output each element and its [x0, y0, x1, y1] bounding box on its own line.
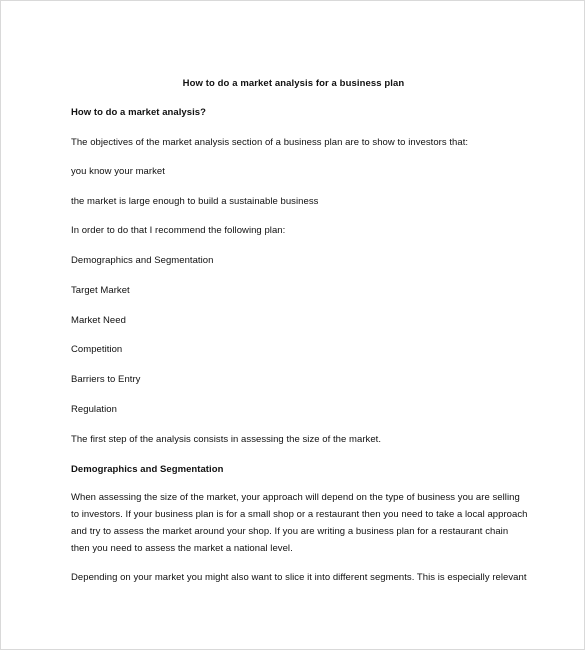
document-title: How to do a market analysis for a business plan [182, 78, 405, 89]
plan-intro: In order to do that I recommend the following plan: [71, 225, 286, 236]
intro-paragraph: The objectives of the market analysis section of a business plan are to show to investors that: [71, 137, 469, 148]
plan-item-barriers: Barriers to Entry [71, 374, 141, 385]
first-step-text: The first step of the analysis consists in assessing the size of the market. [71, 434, 382, 445]
paragraph-line: When assessing the size of the market, your approach will depend on the type of business you are selling [71, 492, 520, 503]
paragraph-line: to investors. If your business plan is for a small shop or a restaurant then you need to take a local approach [71, 509, 528, 520]
heading-demographics: Demographics and Segmentation [71, 464, 224, 475]
plan-item-market-need: Market Need [71, 315, 126, 326]
heading-market-analysis: How to do a market analysis? [71, 107, 206, 118]
segments-paragraph: Depending on your market you might also want to slice it into different segments. This is especially relevant [71, 572, 527, 583]
plan-item-regulation: Regulation [71, 404, 117, 415]
point-market-size: the market is large enough to build a sustainable business [71, 196, 319, 207]
paragraph-line: then you need to assess the market a national level. [71, 543, 293, 554]
point-know-market: you know your market [71, 166, 165, 177]
paragraph-line: and try to assess the market around your shop. If you are writing a business plan for a restaurant chain [71, 526, 509, 537]
demographics-paragraph [71, 489, 528, 557]
plan-item-target-market: Target Market [71, 285, 130, 296]
plan-item-demographics: Demographics and Segmentation [71, 255, 214, 266]
plan-item-competition: Competition [71, 344, 123, 355]
